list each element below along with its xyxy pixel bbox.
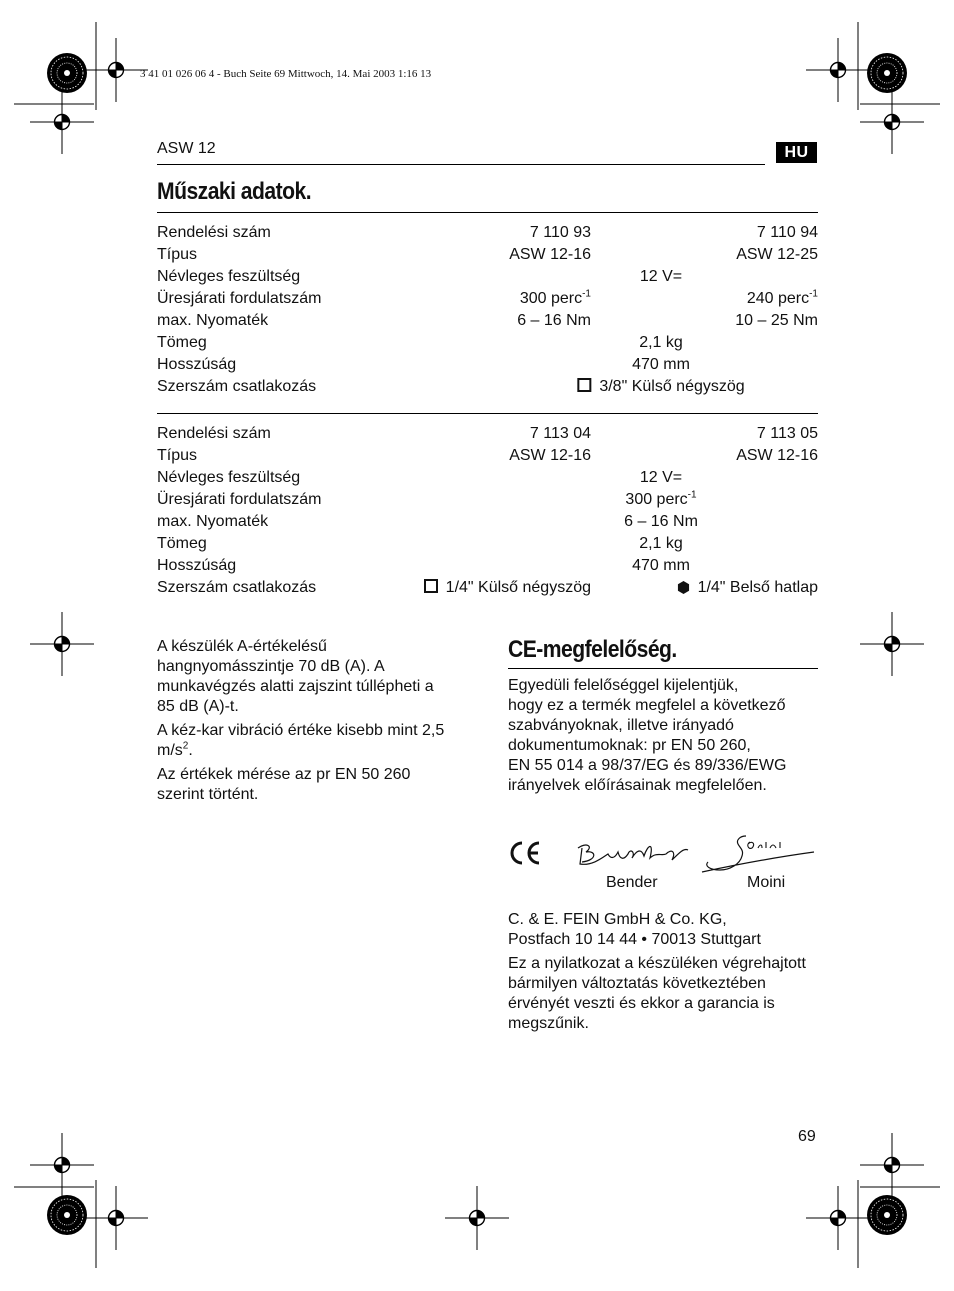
table-row: Hosszúság 470 mm	[157, 356, 690, 373]
signature-name-bender: Bender	[606, 874, 658, 891]
section-title: Műszaki adatok.	[157, 178, 312, 205]
table-row: Tömeg 2,1 kg	[157, 535, 683, 552]
crosshair-icon	[84, 38, 148, 102]
crosshair-icon	[806, 38, 870, 102]
crosshair-icon	[445, 1186, 509, 1250]
table-row: Üresjárati fordulatszám 300 perc$^{-1}$	[157, 489, 697, 508]
noise-vibration-text: A készülék A-értékelésű hangnyomásszintje 70 dB (A). A munkavégzés alatti zajszint túllépheti a 85 dB (A)-t. A kéz-kar vibráció értéke kisebb mint 2,5 $m/s^2$. Az értékek mérése az pr EN 50 260 szerint történt.	[157, 638, 445, 803]
table-row: Névleges feszültség 12 V=	[157, 268, 683, 285]
spec-table-1	[157, 222, 818, 398]
table-row: Üresjárati fordulatszám 300 perc$^{-1}$ 240 perc$^{-1}$	[157, 288, 818, 307]
star-target-icon	[47, 1195, 87, 1235]
crosshair-icon	[84, 1186, 148, 1250]
signature-moini-icon	[700, 832, 816, 878]
hexagon-socket-icon	[677, 581, 690, 594]
crosshair-icon	[806, 1186, 870, 1250]
table-row: max. Nyomaték 6 – 16 Nm	[157, 513, 698, 530]
validity-notice: Ez a nyilatkozat a készüléken végrehajtott bármilyen változtatás következtében érvényét veszti és ekkor a garancia is megszűnik.	[508, 955, 806, 1032]
table-row: max. Nyomaték 6 – 16 Nm 10 – 25 Nm	[157, 312, 818, 329]
crosshair-icon	[30, 612, 94, 676]
model-name: ASW 12	[157, 140, 216, 157]
star-target-icon	[47, 53, 87, 93]
table-row: Rendelési szám 7 110 93 7 110 94	[157, 224, 818, 241]
ce-title: CE-megfelelőség.	[508, 636, 677, 663]
title-rule	[157, 212, 818, 213]
square-drive-icon	[424, 579, 438, 593]
crosshair-icon	[30, 90, 94, 154]
table-row: Hosszúság 470 mm	[157, 557, 690, 574]
table-row: Szerszám csatlakozás 1/4" Külső négyszög 1/4" Belső hatlap	[157, 579, 818, 596]
spec-table-2	[157, 423, 818, 599]
ce-mark-icon	[508, 840, 542, 866]
crosshair-icon	[860, 90, 924, 154]
star-target-icon	[867, 1195, 907, 1235]
table-row: Típus ASW 12-16 ASW 12-25	[157, 246, 818, 263]
signature-name-moini: Moini	[747, 874, 786, 891]
table-row: Típus ASW 12-16 ASW 12-16	[157, 447, 818, 464]
signature-bender-icon	[572, 838, 692, 872]
company-address: C. & E. FEIN GmbH & Co. KG, Postfach 10 14 44 • 70013 Stuttgart	[508, 911, 761, 948]
ce-declaration: Egyedüli felelőséggel kijelentjük, hogy ez a termék megfelel a következő szabványoknak, illetve irányadó dokumentumoknak: pr EN 50 260, EN 55 014 a 98/37/EG és 89/336/EWG irányelvek előírásainak megfelelően.	[508, 677, 787, 794]
page-number: 69	[798, 1128, 816, 1145]
print-header: 3 41 01 026 06 4 - Buch Seite 69 Mittwoch, 14. Mai 2003 1:16 13	[140, 68, 432, 80]
ce-title-rule	[508, 668, 818, 669]
crosshair-icon	[860, 612, 924, 676]
table-row: Szerszám csatlakozás 3/8" Külső négyszög	[157, 378, 745, 395]
header-rule	[157, 164, 765, 165]
table-row: Rendelési szám 7 113 04 7 113 05	[157, 425, 818, 442]
table-row: Névleges feszültség 12 V=	[157, 469, 683, 486]
star-target-icon	[867, 53, 907, 93]
table-divider	[157, 413, 818, 414]
language-badge: HU	[776, 142, 817, 163]
square-drive-icon	[577, 378, 591, 392]
table-row: Tömeg 2,1 kg	[157, 334, 683, 351]
